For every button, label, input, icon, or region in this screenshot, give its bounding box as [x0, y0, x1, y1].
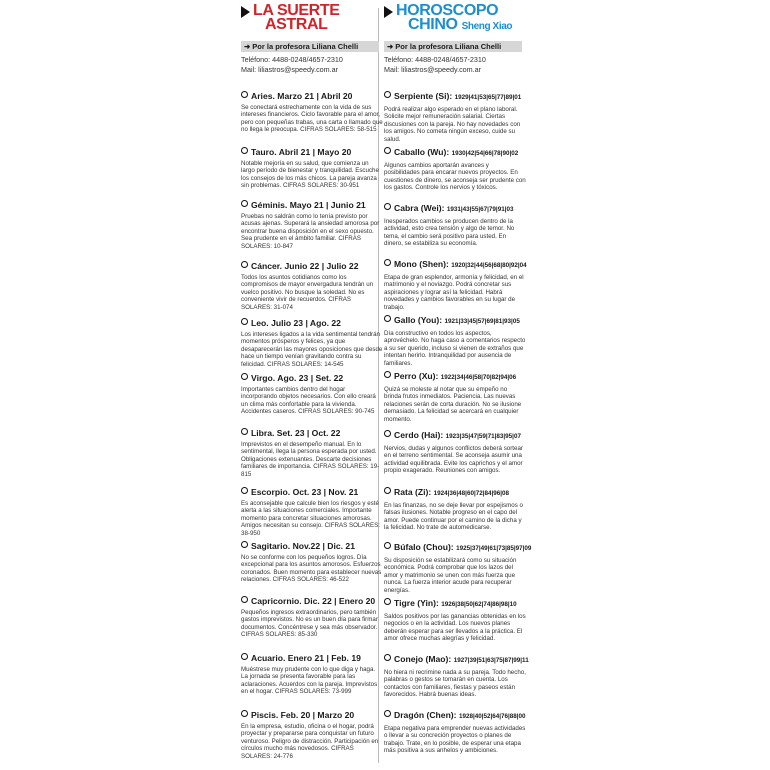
sign-years: 1928|40|52|64|76|88|00 — [458, 713, 526, 720]
bullet-circle-icon — [241, 596, 248, 603]
sign-name: Caballo (Wu): — [394, 147, 450, 157]
bullet-circle-icon — [241, 653, 248, 660]
sign-years: 1926|38|50|62|74|86|98|10 — [441, 601, 517, 608]
bullet-circle-icon — [241, 710, 248, 717]
sign-entry — [241, 261, 383, 311]
sign-entry — [384, 259, 526, 311]
bullet-circle-icon — [384, 371, 391, 378]
sign-name: Sagitario. — [251, 541, 291, 551]
sign-prediction: Su disposición se estabilizará como su situación económica. Podrá comprobar que los lazos del amor y matrimonio se unen con más fuerza que nunca. La fuerza interior acude para recuperar energías. — [384, 557, 517, 594]
arrow-right-icon: ➜ — [244, 42, 251, 51]
sign-prediction: Es aconsejable que calcule bien los riesgos y esté alerta a las situaciones comerciales. Importante momento para concretar situaciones amorosas. Amigos necesitan su consejo. CIFRAS SOLARES: 38-950 — [241, 500, 380, 537]
sign-entry — [384, 542, 532, 594]
sign-years: 1922|34|46|58|70|82|94|06 — [440, 374, 517, 381]
sign-dates: Mayo 21 | Junio 21 — [289, 200, 366, 210]
bullet-circle-icon — [384, 315, 391, 322]
sign-name: Tauro. — [251, 147, 277, 157]
sign-entry — [384, 371, 526, 423]
byline-text: Por la profesora Liliana Chelli — [395, 42, 502, 51]
sign-prediction: Inesperados cambios se producen dentro de la actividad, esto crea tensión y algo de temor. No tema, el cambio será positivo para usted. En dinero, se estabiliza su economía. — [384, 218, 515, 248]
sign-entry — [241, 596, 383, 639]
section-title — [253, 4, 339, 32]
sign-dates: Enero 21 | Feb. 19 — [287, 653, 361, 663]
sign-prediction: Los intereses ligados a la vida sentimental tendrán momentos prósperos y felices, ya que desaparecerán las mayores oposiciones que desde hace un tiempo venían gravitando contra su felicidad. CIFRAS SOLARES: 14-545 — [241, 331, 383, 368]
bullet-circle-icon — [384, 487, 391, 494]
sign-dates: Dic. 22 | Enero 20 — [304, 596, 376, 606]
sign-years: 1927|39|51|63|75|87|99|11 — [453, 657, 529, 664]
bullet-circle-icon — [241, 428, 248, 435]
bullet-circle-icon — [384, 542, 391, 549]
sign-years: 1931|43|55|67|79|91|03 — [446, 206, 514, 213]
bullet-circle-icon — [384, 147, 391, 154]
sign-entry — [384, 710, 526, 755]
phone: Teléfono: 4488-0248/4657-2310 — [241, 55, 343, 64]
sign-years: 1923|35|47|59|71|83|95|07 — [445, 433, 521, 440]
sign-entry — [241, 147, 383, 190]
sign-prediction: Nervios, dudas y algunos conflictos deberá sortear en el terreno sentimental. Se aconseja asumir una actividad equilibrada. Evite los caprichos y el amor propio exagerado. Reuniones con amigos. — [384, 445, 523, 475]
sign-heading — [241, 91, 383, 101]
sign-heading — [384, 598, 526, 610]
sign-name: Cabra (Wei): — [394, 203, 445, 213]
sign-name: Leo. — [251, 318, 269, 328]
sign-prediction: Etapa de gran esplendor, armonía y felicidad, en el matrimonio y el noviazgo. Podrá concretar sus aspiraciones y lograr así la felicidad. Habrá novedades y cambios favorables en su lugar de trabajo. — [384, 274, 524, 311]
sign-entry — [384, 147, 526, 192]
sign-entry — [241, 487, 383, 537]
bullet-circle-icon — [241, 91, 248, 98]
title-line-2: ASTRAL — [265, 16, 328, 33]
sign-entry — [241, 541, 383, 584]
sign-name: Perro (Xu): — [394, 371, 439, 381]
sign-heading — [241, 487, 383, 497]
title-line-2-text: CHINO — [408, 16, 458, 33]
sign-dates: Nov.22 | Dic. 21 — [292, 541, 355, 551]
sign-name: Tigre (Yin): — [394, 598, 439, 608]
sign-years: 1930|42|54|66|78|90|02 — [451, 150, 519, 157]
sign-prediction: Notable mejoría en su salud, que comienza un largo período de bienestar y tranquilidad. Escuche los consejos de los más chicos. La pareja avanza sin problemas. CIFRAS SOLARES: 30-951 — [241, 160, 379, 190]
byline-text: Por la profesora Liliana Chelli — [252, 42, 359, 51]
bullet-circle-icon — [384, 598, 391, 605]
sign-dates: Julio 23 | Ago. 22 — [271, 318, 341, 328]
sign-prediction: Pruebas no saldrán como lo tenía previsto por acusas ajenas. Superará la ansiedad amorosa por encontrar buena disposición en el sexo opuesto. Sea prudente en el ámbito familiar. CIFRAS SOLARES: 10-847 — [241, 213, 380, 250]
sign-heading — [384, 542, 532, 554]
sign-name: Búfalo (Chou): — [394, 542, 454, 552]
sign-heading — [241, 200, 383, 210]
bullet-circle-icon — [384, 91, 391, 98]
sign-years: 1920|32|44|56|68|80|92|04 — [451, 262, 527, 269]
sign-heading — [241, 147, 383, 157]
sign-prediction: Etapa negativa para emprender nuevas actividades o llevar a su concreción proyectos o planes de trabajo. Trate, en lo posible, de esperar una etapa más positiva a sus anhelos y ambiciones. — [384, 725, 526, 755]
sign-entry — [241, 91, 383, 134]
sign-name: Piscis. — [251, 710, 279, 720]
sign-heading — [384, 91, 526, 103]
sign-prediction: No se conforme con los pequeños logros. Día excepcional para los asuntos amorosos. Esfuerzos coronados. Buen momento para establecer nuevas relaciones. CIFRAS SOLARES: 46-522 — [241, 554, 382, 584]
sign-heading — [241, 710, 383, 720]
sign-heading — [384, 654, 529, 666]
sign-entry — [384, 598, 526, 643]
byline — [384, 41, 522, 52]
sign-prediction: Pequeños ingresos extraordinarios, pero también gastos imprevistos. No es un buen día para firmar documentos. Concéntrese y sea más observador. CIFRAS SOLARES: 85-330 — [241, 609, 378, 639]
sign-prediction: Imprevistos en el desempeño manual. En lo sentimental, llega la persona esperada por usted. Obligaciones extenuantes. Descarte decisiones familiares de importancia. CIFRAS SOLARES: 19-815 — [241, 441, 380, 478]
sign-heading — [241, 373, 383, 383]
sign-prediction: En la empresa, estudio, oficina o el hogar, podrá proyectar y prepararse para conquistar un futuro venturoso. Peligro de distracción. Participación en círculos mucho más novedosos. CIFRAS SOLARES: 24-776 — [241, 723, 379, 760]
sign-prediction: Todos los asuntos cotidianos como los compromisos de mayor envergadura tendrán un vuelco positivo. No busque la soledad. No es conveniente vivir de recuerdos. CIFRAS SOLARES: 31-074 — [241, 274, 374, 311]
sign-entry — [241, 318, 383, 368]
bullet-circle-icon — [241, 261, 248, 268]
sign-entry — [241, 428, 383, 478]
email: Mail: liliastros@speedy.com.ar — [384, 65, 482, 74]
sign-name: Capricornio. — [251, 596, 302, 606]
sign-heading — [384, 430, 526, 442]
sign-heading — [241, 428, 383, 438]
sign-dates: Ago. 23 | Set. 22 — [277, 373, 344, 383]
horoscopo-chino-header — [384, 0, 526, 40]
sign-dates: Abril 21 | Mayo 20 — [278, 147, 352, 157]
sign-prediction: Algunos cambios aportarán avances y posibilidades para encarar nuevos proyectos. En cuestiones de dinero, se aconseja ser prudente con los gastos. Controle los nervios y tóxicos. — [384, 162, 526, 192]
title-subtitle: Sheng Xiao — [461, 21, 513, 32]
bullet-circle-icon — [384, 430, 391, 437]
sign-prediction: No hiera ni recrimine nada a su pareja. Todo hecho, palabras o gestos se tomarán en cuenta. Los contactos con familiares, fiestas y paseos están favorecidos. Habrá buenas ideas. — [384, 669, 526, 699]
suerte-astral-column — [241, 0, 383, 760]
play-arrow-icon — [384, 6, 393, 18]
sign-entry — [241, 653, 383, 696]
bullet-circle-icon — [241, 487, 248, 494]
bullet-circle-icon — [241, 147, 248, 154]
sign-dates: Marzo 21 | Abril 20 — [277, 91, 353, 101]
sign-years: 1921|33|45|57|69|81|93|05 — [444, 318, 520, 325]
title-line-1: LA SUERTE — [253, 2, 340, 19]
sign-prediction: Quizá se moleste al notar que su empeño no brinda frutos inmediatos. Paciencia. Las nuevas relaciones serán de corta duración. No se ilusione demasiado. La felicidad se acercará en cualquier momento. — [384, 386, 522, 423]
sign-name: Escorpio. — [251, 487, 291, 497]
arrow-right-icon: ➜ — [387, 42, 394, 51]
title-line-2 — [396, 18, 512, 34]
phone: Teléfono: 4488-0248/4657-2310 — [384, 55, 486, 64]
sign-heading — [384, 203, 526, 215]
sign-name: Serpiente (Si): — [394, 91, 453, 101]
sign-heading — [241, 541, 383, 551]
sign-name: Cáncer. — [251, 261, 283, 271]
bullet-circle-icon — [241, 200, 248, 207]
bullet-circle-icon — [241, 373, 248, 380]
sign-entry — [241, 373, 383, 416]
sign-dates: Feb. 20 | Marzo 20 — [280, 710, 355, 720]
sign-name: Dragón (Chen): — [394, 710, 457, 720]
bullet-circle-icon — [241, 541, 248, 548]
sign-name: Mono (Shen): — [394, 259, 449, 269]
section-title — [396, 4, 512, 34]
bullet-circle-icon — [241, 318, 248, 325]
sign-heading — [384, 710, 526, 722]
sign-heading — [241, 596, 383, 606]
sign-heading — [384, 487, 526, 499]
title-line-1: HOROSCOPO — [396, 2, 499, 19]
sign-heading — [384, 371, 526, 383]
sign-years: 1929|41|53|65|77|89|01 — [454, 94, 522, 101]
sign-heading — [241, 261, 383, 271]
sign-heading — [384, 315, 526, 327]
sign-prediction: Se conectará estrechamente con la vida de sus intereses financieros. Ciclo favorable para el amor, pero con pequeñas trabas, una carta o llamado que no llega le preocupa. CIFRAS SOLARES: 58-515 — [241, 104, 383, 134]
sign-entry — [241, 200, 383, 250]
sign-name: Géminis. — [251, 200, 288, 210]
sign-entry — [384, 654, 529, 699]
sign-heading — [384, 259, 526, 271]
sign-dates: Junio 22 | Julio 22 — [284, 261, 359, 271]
sign-dates: Set. 23 | Oct. 22 — [276, 428, 341, 438]
sign-heading — [241, 318, 383, 328]
sign-entry — [384, 91, 526, 143]
sign-entry — [384, 315, 526, 367]
bullet-circle-icon — [384, 654, 391, 661]
email: Mail: liliastros@speedy.com.ar — [241, 65, 339, 74]
sign-prediction: Saldos positivos por las ganancias obtenidas en los negocios o en la actividad. Los nuevos planes deberán esperar para ser llevados a la práctica. El amor ofrece muchas alegrías y felicidad. — [384, 613, 526, 643]
sign-entry — [384, 203, 526, 248]
bullet-circle-icon — [384, 203, 391, 210]
byline — [241, 41, 379, 52]
sign-years: 1925|37|49|61|73|85|97|09 — [456, 545, 532, 552]
sign-name: Cerdo (Hai): — [394, 430, 444, 440]
sign-dates: Oct. 23 | Nov. 21 — [292, 487, 359, 497]
sign-name: Aries. — [251, 91, 275, 101]
sign-prediction: Día constructivo en todos los aspectos, aprovéchelo. No haga caso a comentarios respecto a su ser querido, incluso si vienen de extraños que intentan herirlo. Intranquilidad por ausencia de familiares. — [384, 330, 526, 367]
sign-name: Virgo. — [251, 373, 276, 383]
play-arrow-icon — [241, 6, 250, 18]
sign-prediction: Podrá realizar algo esperado en el plano laboral. Solicite mejor remuneración salarial. Ciertas discusiones con la pareja. No hay novedades con los amigos. No cometa ningún exceso, cuide su salud. — [384, 106, 521, 143]
bullet-circle-icon — [384, 710, 391, 717]
sign-prediction: Importantes cambios dentro del hogar incorporando objetos necesarios. Con ello creará un clima más confortable para la vivienda. Accidentes caseros. CIFRAS SOLARES: 90-745 — [241, 386, 376, 416]
bullet-circle-icon — [384, 259, 391, 266]
sign-prediction: En las finanzas, no se deje llevar por espejismos o falsas ilusiones. Notable progreso en el capo del amor. Puede continuar por el camino de la dicha y la felicidad. No trate de automedicarse. — [384, 502, 523, 532]
sign-name: Acuario. — [251, 653, 286, 663]
sign-name: Libra. — [251, 428, 275, 438]
sign-heading — [384, 147, 526, 159]
sign-name: Rata (Zi): — [394, 487, 432, 497]
suerte-astral-header — [241, 0, 383, 40]
sign-prediction: Muéstrese muy prudente con lo que diga y haga. La jornada se presenta favorable para las aclaraciones. Acuerdos con la pareja. Imprevistos en el hogar. CIFRAS SOLARES: 73-999 — [241, 666, 378, 696]
sign-years: 1924|36|48|60|72|84|96|08 — [433, 490, 510, 497]
sign-name: Gallo (You): — [394, 315, 443, 325]
sign-heading — [241, 653, 383, 663]
sign-entry — [384, 487, 526, 532]
sign-name: Conejo (Mao): — [394, 654, 452, 664]
sign-entry — [241, 710, 383, 760]
horoscopo-chino-column — [384, 0, 532, 755]
sign-entry — [384, 430, 526, 475]
